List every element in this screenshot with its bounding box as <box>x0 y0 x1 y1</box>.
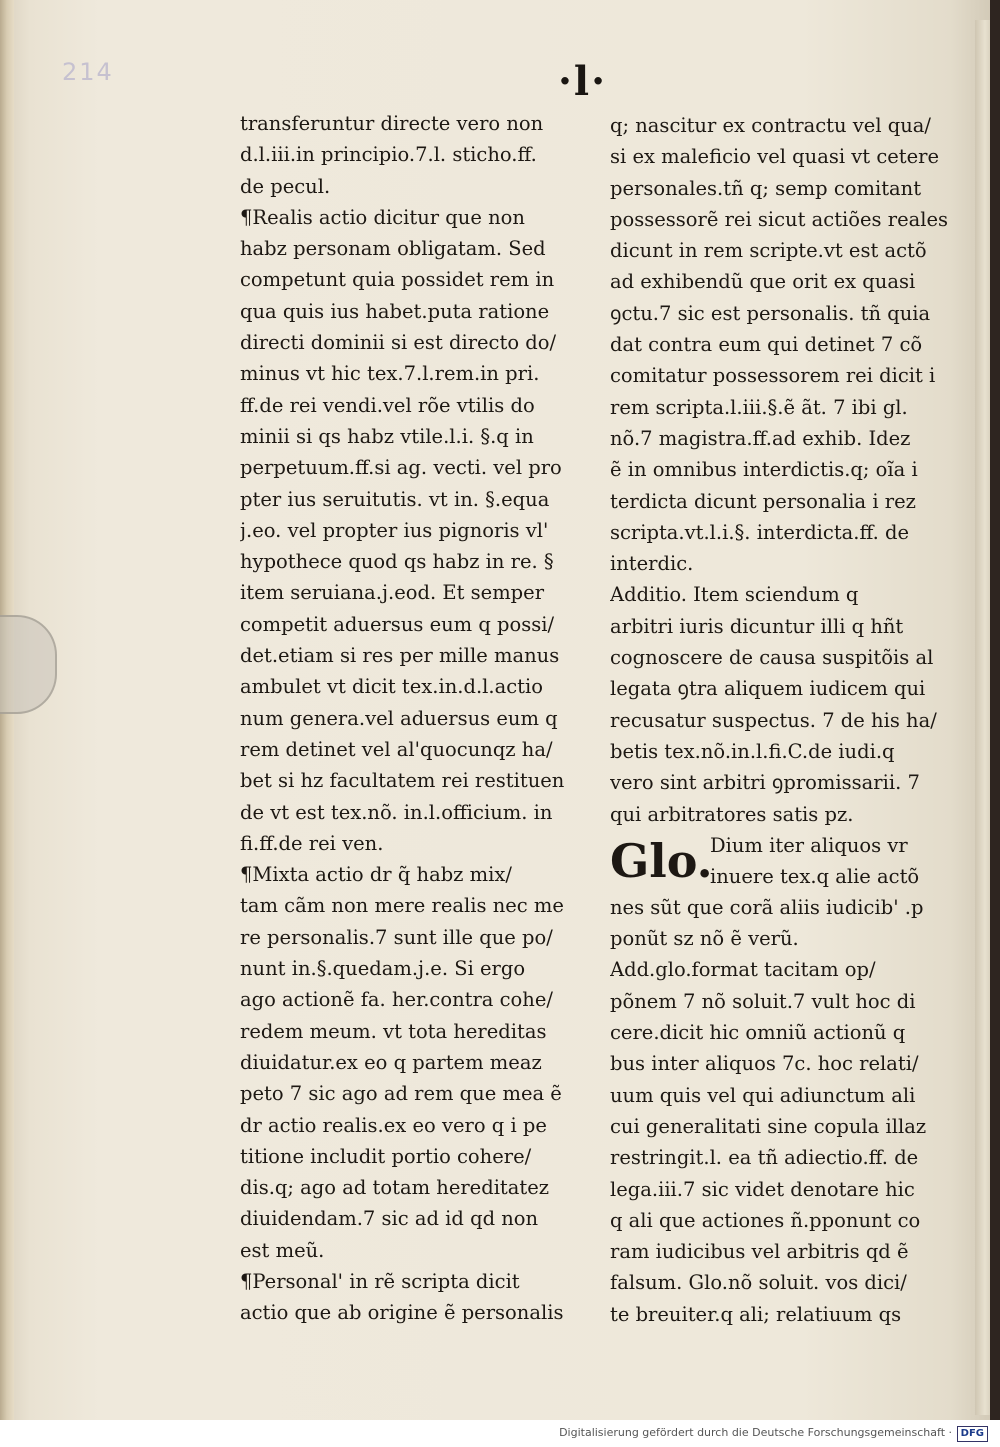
text-line: num genera.vel aduersus eum q <box>240 706 558 730</box>
text-line: q ali que actiones ñ.pponunt co <box>610 1208 921 1232</box>
text-line: Add.glo.format tacitam op/ <box>610 958 876 982</box>
text-line: competit aduersus eum q possi/ <box>240 612 555 636</box>
text-line: nes sũt que corã aliis iudicib' .p <box>610 895 924 919</box>
text-line: diuidatur.ex eo q partem meaz <box>240 1050 542 1074</box>
text-line: ram iudicibus vel arbitris qd ẽ <box>610 1240 909 1264</box>
text-line: Additio. Item sciendum q <box>610 583 859 607</box>
binding-shadow <box>990 0 1000 1420</box>
text-line: re personalis.7 sunt ille que po/ <box>240 925 553 949</box>
text-line: de pecul. <box>240 174 331 198</box>
text-line: cere.dicit hic omniũ actionũ q <box>610 1021 906 1045</box>
glo-line-1: Dium iter aliquos vr <box>710 833 908 857</box>
text-line: ꝯctu.7 sic est personalis. tñ quia <box>610 301 931 325</box>
text-line: directi dominii si est directo do/ <box>240 331 557 355</box>
text-line: legata ꝯtra aliquem iudicem qui <box>610 677 926 701</box>
text-line: põnem 7 nõ soluit.7 vult hoc di <box>610 989 916 1013</box>
text-line: lega.iii.7 sic videt denotare hic <box>610 1177 915 1201</box>
text-line: tam cãm non mere realis nec me <box>240 894 564 918</box>
text-line: qui arbitratores satis pz. <box>610 802 854 826</box>
text-line: j.eo. vel propter ius pignoris vl' <box>240 518 549 542</box>
text-line: bus inter aliquos 7c. hoc relati/ <box>610 1052 919 1076</box>
text-line: interdic. <box>610 552 694 576</box>
text-line: nunt in.§.quedam.j.e. Si ergo <box>240 957 526 981</box>
text-line: ad exhibendũ que orit ex quasi <box>610 270 916 294</box>
pencil-foliation: 214 <box>62 58 114 86</box>
text-line: de vt est tex.nõ. in.l.officium. in <box>240 800 553 824</box>
text-line: rem detinet vel al'quocunqz ha/ <box>240 737 553 761</box>
glo-initial: Glo. <box>610 833 713 888</box>
text-line: cui generalitati sine copula illaz <box>610 1114 927 1138</box>
text-line: ponũt sz nõ ẽ verũ. <box>610 927 799 951</box>
folio-number: ·l· <box>557 58 608 105</box>
text-line: diuidendam.7 sic ad id qd non <box>240 1207 539 1231</box>
text-line: q; nascitur ex contractu vel qua/ <box>610 114 931 137</box>
text-line: dicunt in rem scripte.vt est actõ <box>610 239 927 263</box>
text-line: restringit.l. ea tñ adiectio.ff. de <box>610 1146 919 1170</box>
text-line: ẽ in omnibus interdictis.q; oĩa i <box>610 458 918 482</box>
text-line: dat contra eum qui detinet 7 cõ <box>610 333 923 357</box>
text-line: te breuiter.q ali; relatiuum qs <box>610 1302 902 1326</box>
text-line: rem scripta.l.iii.§.ẽ ãt. 7 ibi gl. <box>610 395 908 419</box>
text-line: si ex maleficio vel quasi vt cetere <box>610 145 940 169</box>
text-line: dis.q; ago ad totam hereditatez <box>240 1176 550 1200</box>
text-line: arbitri iuris dicuntur illi q hñt <box>610 614 904 638</box>
text-line: scripta.vt.l.i.§. interdicta.ff. de <box>610 520 910 544</box>
text-line: ¶Mixta actio dr q̃ habz mix/ <box>240 863 512 887</box>
text-line: vero sint arbitri ꝯpromissarii. 7 <box>610 771 920 795</box>
text-line: terdicta dicunt personalia i rez <box>610 489 916 513</box>
text-line: bet si hz facultatem rei restituen <box>240 769 565 793</box>
text-line: nõ.7 magistra.ff.ad exhib. Idez <box>610 426 911 450</box>
text-line: hypothece quod qs habz in re. § <box>240 550 554 574</box>
text-line: recusatur suspectus. 7 de his ha/ <box>610 708 937 732</box>
text-line: titione includit portio cohere/ <box>240 1144 532 1168</box>
text-line: comitatur possessorem rei dicit i <box>610 364 936 388</box>
text-line: peto 7 sic ago ad rem que mea ẽ <box>240 1082 562 1106</box>
page-clip <box>0 615 57 714</box>
text-line: betis tex.nõ.in.l.fi.C.de iudi.q <box>610 739 895 763</box>
dfg-logo: DFG <box>957 1426 988 1442</box>
left-text-column <box>240 108 570 1329</box>
text-line: actio que ab origine ẽ personalis <box>240 1301 564 1325</box>
text-line: transferuntur directe vero non <box>240 112 544 135</box>
text-line: minii si qs habz vtile.l.i. §.q in <box>240 424 534 448</box>
text-line: pter ius seruitutis. vt in. §.equa <box>240 487 550 511</box>
text-line: falsum. Glo.nõ soluit. vos dici/ <box>610 1271 907 1295</box>
text-line: det.etiam si res per mille manus <box>240 644 560 668</box>
glo-paragraph-start <box>610 830 950 892</box>
text-line: dr actio realis.ex eo vero q i pe <box>240 1113 547 1137</box>
text-line: qua quis ius habet.puta ratione <box>240 299 550 323</box>
text-line: d.l.iii.in principio.7.l. sticho.ff. <box>240 143 537 167</box>
text-line: item seruiana.j.eod. Et semper <box>240 581 545 605</box>
text-line: ¶Realis actio dicitur que non <box>240 205 525 229</box>
text-line: minus vt hic tex.7.l.rem.in pri. <box>240 362 540 386</box>
text-line: ago actionẽ fa. her.contra cohe/ <box>240 988 553 1012</box>
text-line: ¶Personal' in rẽ scripta dicit <box>240 1269 520 1293</box>
text-line: habz personam obligatam. Sed <box>240 237 546 261</box>
text-line: ff.de rei vendi.vel rõe vtilis do <box>240 393 535 417</box>
text-line: competunt quia possidet rem in <box>240 268 555 292</box>
right-text-column <box>610 110 950 1330</box>
text-line: ambulet vt dicit tex.in.d.l.actio <box>240 675 543 699</box>
text-line: fi.ff.de rei ven. <box>240 831 384 855</box>
digitization-footer <box>0 1420 1000 1447</box>
text-line: possessorẽ rei sicut actiões reales <box>610 207 949 231</box>
glo-line-2: inuere tex.q alie actõ <box>710 864 920 888</box>
text-line: est meũ. <box>240 1238 325 1262</box>
text-line: personales.tñ q; semp comitant <box>610 176 922 200</box>
footer-credit: Digitalisierung gefördert durch die Deutsche Forschungsgemeinschaft · <box>559 1426 952 1439</box>
text-line: redem meum. vt tota hereditas <box>240 1019 547 1043</box>
text-line: perpetuum.ff.si ag. vecti. vel pro <box>240 456 562 480</box>
text-line: cognoscere de causa suspitõis al <box>610 646 934 670</box>
text-line: uum quis vel qui adiunctum ali <box>610 1083 916 1107</box>
